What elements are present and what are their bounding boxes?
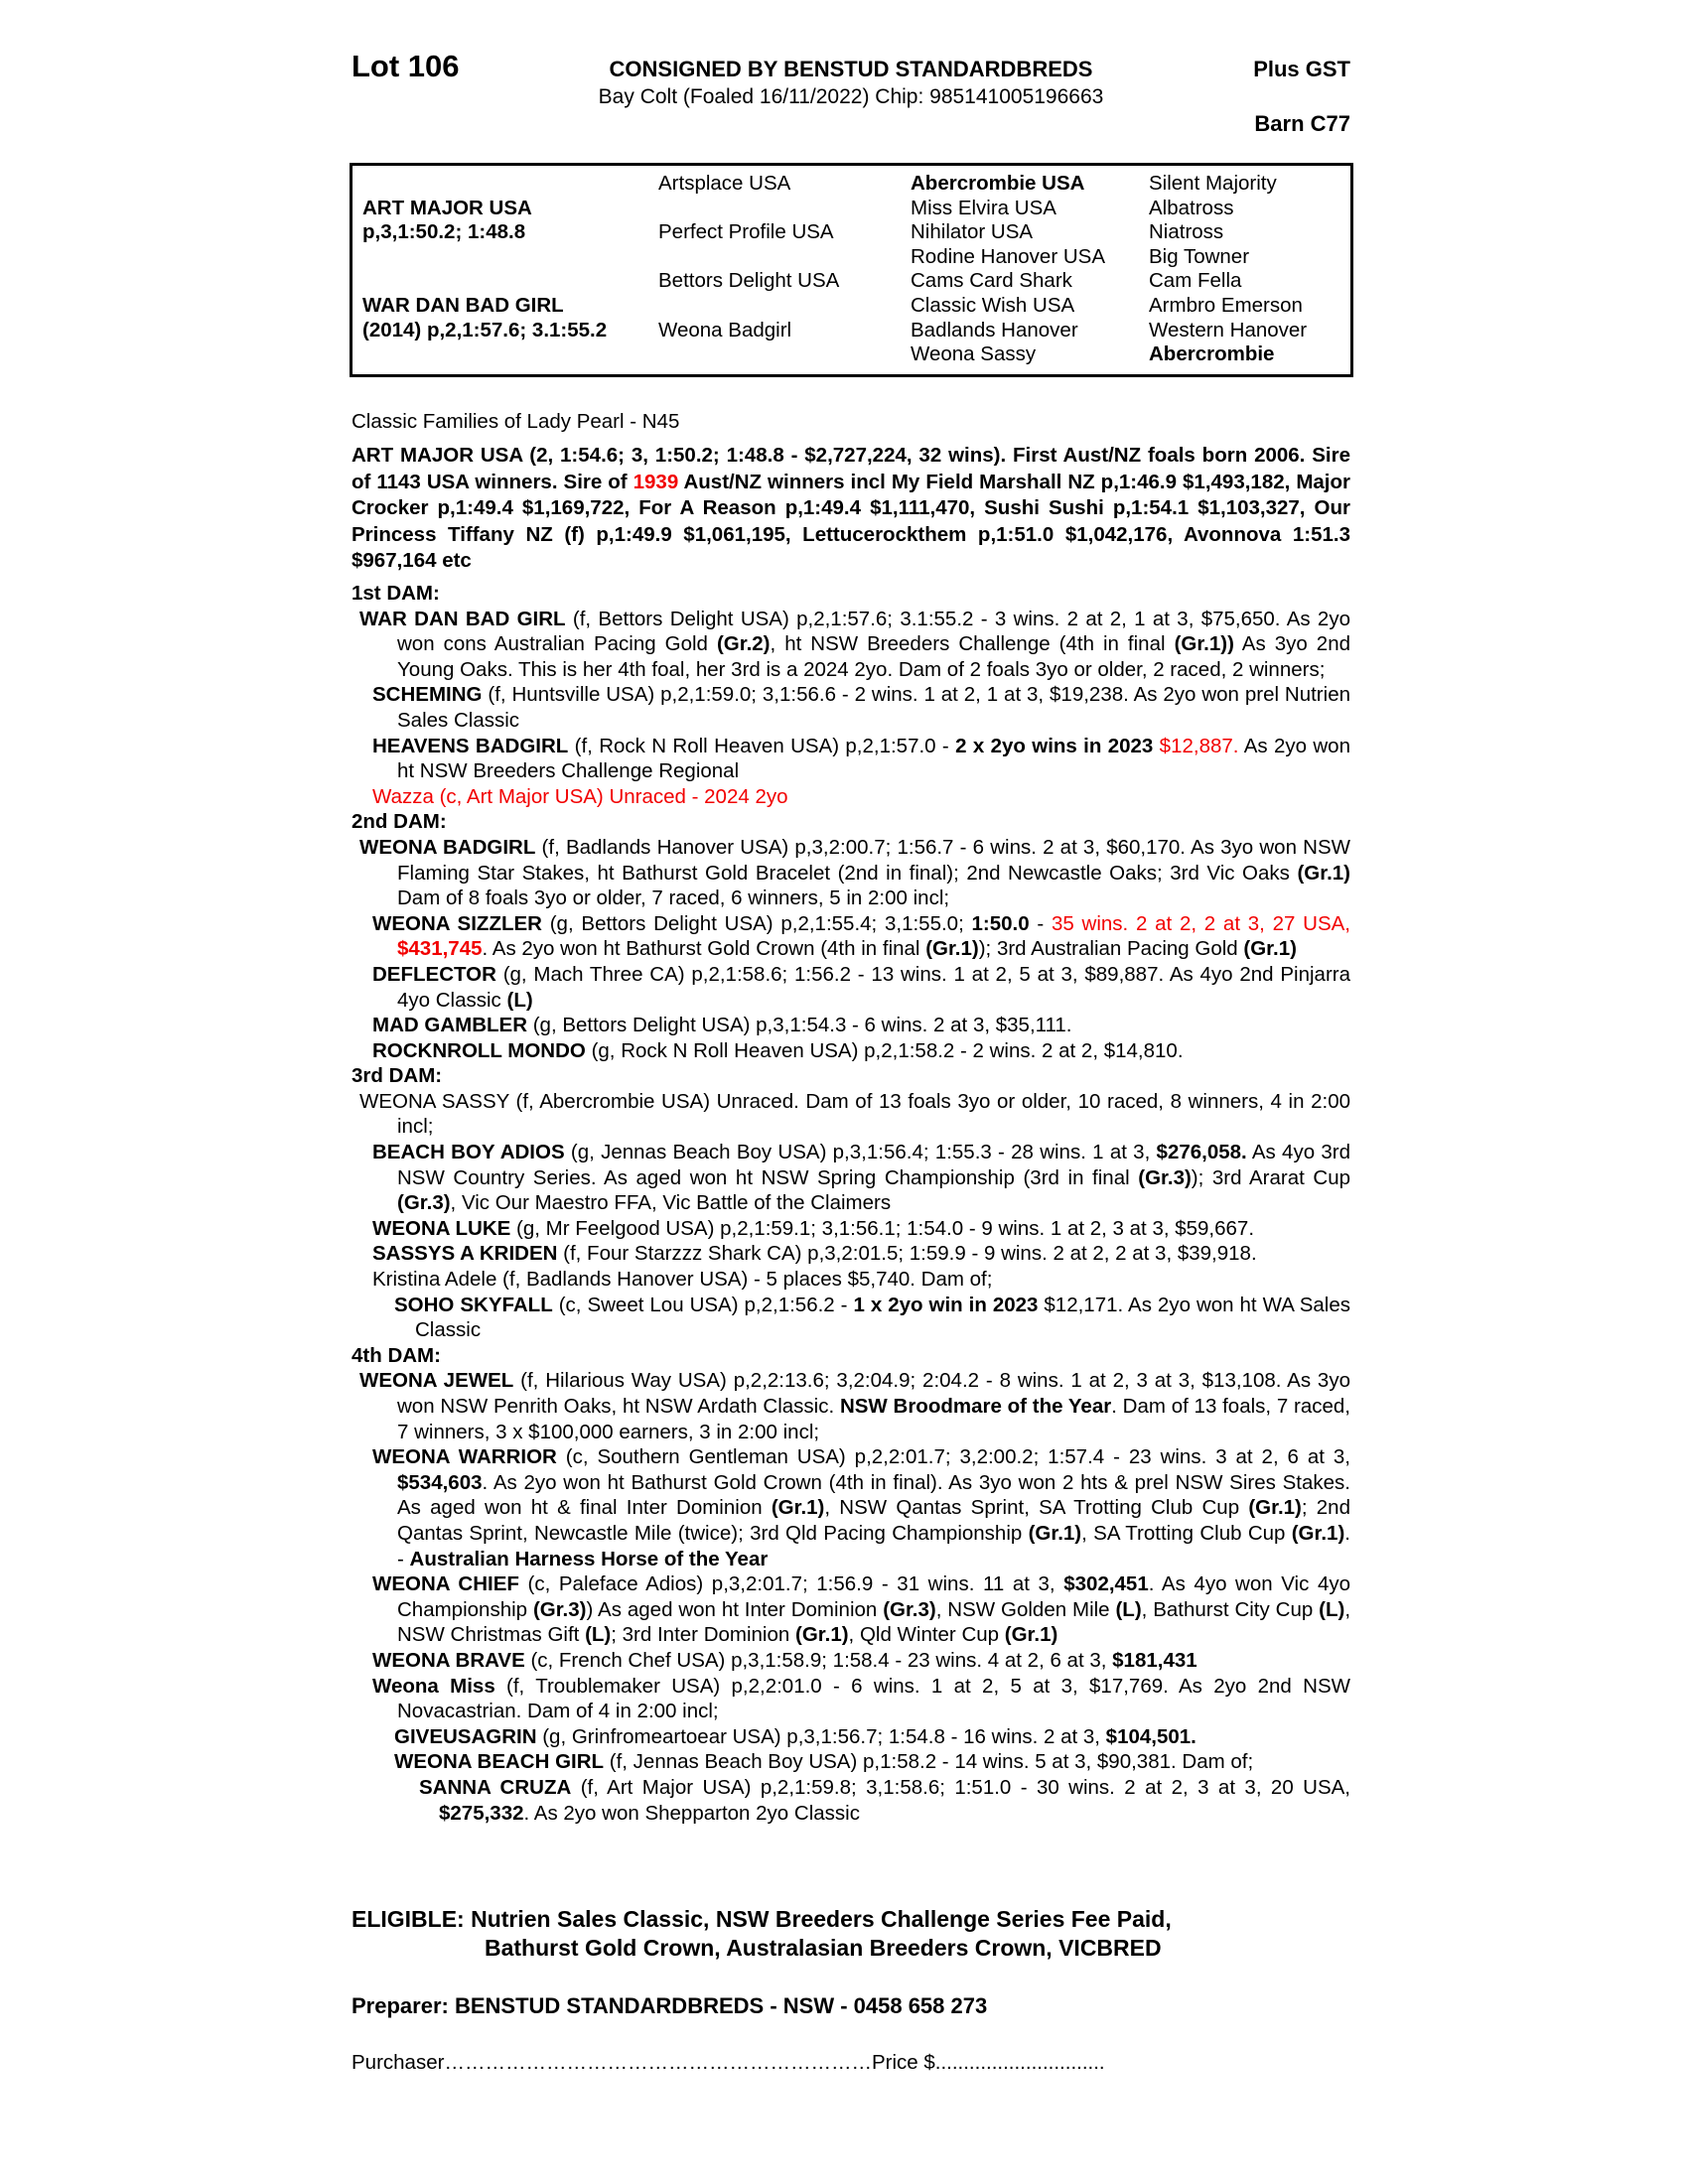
- text-segment: , SA Trotting Club Cup: [1081, 1521, 1292, 1545]
- text-segment: BEACH BOY ADIOS: [372, 1141, 565, 1164]
- pedigree-entry: [352, 1444, 1350, 1571]
- dam-heading: 1st DAM:: [352, 582, 440, 605]
- text-segment: ); 3rd Australian Pacing Gold: [978, 937, 1244, 961]
- pedigree-cell: Rodine Hanover USA: [911, 244, 1105, 268]
- pedigree-entry: [352, 911, 1350, 962]
- pedigree-entry: [352, 784, 1350, 810]
- text-segment: (L): [1115, 1597, 1142, 1621]
- text-segment: , NSW Qantas Sprint, SA Trotting Club Cup: [824, 1496, 1249, 1520]
- text-segment: WEONA JEWEL: [359, 1369, 514, 1393]
- text-segment: WEONA LUKE: [372, 1216, 511, 1240]
- foaling-info: Bay Colt (Foaled 16/11/2022) Chip: 985141005196663: [598, 85, 1104, 108]
- consignor-title: CONSIGNED BY BENSTUD STANDARDBREDS: [609, 57, 1093, 81]
- text-segment: (g, Grinfromeartoear USA) p,3,1:56.7; 1:54.8 - 16 wins. 2 at 3,: [536, 1724, 1106, 1748]
- pedigree-cell: ART MAJOR USA: [362, 196, 532, 219]
- pedigree-cell: Cams Card Shark: [911, 269, 1072, 293]
- pedigree-cell: Silent Majority: [1149, 172, 1277, 195]
- text-segment: WEONA BRAVE: [372, 1648, 525, 1672]
- pedigree-cell: Perfect Profile USA: [658, 220, 834, 244]
- text-segment: 1:50.0: [971, 911, 1030, 935]
- pedigree-entry: [352, 734, 1350, 784]
- text-segment: (f, Art Major USA) p,2,1:59.8; 3,1:58.6; 1:51.0 - 30 wins. 2 at 2, 3 at 3, 20 USA,: [571, 1775, 1350, 1799]
- pedigree-cell: Badlands Hanover: [911, 318, 1078, 341]
- text-segment: (c, Paleface Adios) p,3,2:01.7; 1:56.9 - 31 wins. 11 at 3,: [518, 1572, 1064, 1596]
- text-segment: SOHO SKYFALL: [394, 1293, 553, 1316]
- text-segment: As 2yo won ht NSW Breeders Challenge Regional: [397, 734, 1350, 783]
- text-segment: 1 x 2yo win in 2023: [853, 1293, 1039, 1316]
- text-segment: WEONA SASSY (f, Abercrombie USA) Unraced. Dam of 13 foals 3yo or older, 10 raced, 8 winners, 4 in 2:00 incl;: [359, 1089, 1350, 1139]
- text-segment: NSW Broodmare of the Year: [839, 1395, 1112, 1418]
- text-segment: (g, Mach Three CA) p,2,1:58.6; 1:56.2 - 13 wins. 1 at 2, 5 at 3, $89,887. As 4yo 2nd Pinjarra 4yo Classic: [397, 962, 1350, 1012]
- barn-number: Barn C77: [1254, 111, 1350, 136]
- text-segment: $104,501.: [1105, 1724, 1196, 1748]
- pedigree-entry: [352, 607, 1350, 683]
- text-segment: (Gr.2): [716, 632, 771, 656]
- text-segment: (g, Mr Feelgood USA) p,2,1:59.1; 3,1:56.1; 1:54.0 - 9 wins. 1 at 2, 3 at 3, $59,667.: [510, 1216, 1255, 1240]
- text-segment: (Gr.3): [532, 1597, 587, 1621]
- pedigree-entry: [352, 962, 1350, 1013]
- text-segment: (Gr.1): [795, 1623, 849, 1647]
- text-segment: (Gr.3): [397, 1191, 451, 1215]
- pedigree-entry: [352, 1368, 1350, 1444]
- pedigree-table: [350, 163, 1353, 377]
- text-segment: , Qld Winter Cup: [848, 1623, 1005, 1647]
- text-segment: ; 2nd Qantas Sprint, Newcastle Mile (twice); 3rd Qld Pacing Championship: [397, 1496, 1350, 1545]
- text-segment: $181,431: [1112, 1648, 1197, 1672]
- text-segment: ROCKNROLL MONDO: [372, 1038, 586, 1062]
- text-segment: (f, Badlands Hanover USA) p,3,2:00.7; 1:56.7 - 6 wins. 2 at 3, $60,170. As 3yo won NSW Flaming Star Stakes, ht Bathurst Gold Bracelet (2nd in final); 2nd Newcastle Oaks; 3rd Vic Oaks: [397, 835, 1350, 885]
- text-segment: Weona Miss: [372, 1674, 495, 1698]
- pedigree-cell: WAR DAN BAD GIRL: [362, 294, 564, 317]
- text-segment: (Gr.1): [771, 1496, 825, 1520]
- text-segment: (c, Sweet Lou USA) p,2,1:56.2 -: [552, 1293, 854, 1316]
- family-classification: Classic Families of Lady Pearl - N45: [352, 410, 680, 433]
- pedigree-entry: [352, 1038, 1350, 1064]
- text-segment: (Gr.3): [1138, 1165, 1192, 1189]
- pedigree-cell: (2014) p,2,1:57.6; 3.1:55.2: [362, 318, 608, 341]
- text-segment: (f, Jennas Beach Boy USA) p,1:58.2 - 14 wins. 5 at 3, $90,381. Dam of;: [604, 1750, 1254, 1774]
- text-segment: WAR DAN BAD GIRL: [359, 607, 566, 630]
- pedigree-cell: Bettors Delight USA: [658, 269, 840, 293]
- dam-sections: [352, 581, 1350, 1826]
- pedigree-entry: [352, 1648, 1350, 1674]
- text-segment: (g, Jennas Beach Boy USA) p,3,1:56.4; 1:55.3 - 28 wins. 1 at 3,: [564, 1141, 1157, 1164]
- text-segment: . As 2yo won ht Bathurst Gold Crown (4th in final: [482, 937, 926, 961]
- pedigree-cell: Cam Fella: [1149, 269, 1242, 293]
- text-segment: As 3yo 2nd Young Oaks. This is her 4th foal, her 3rd is a 2024 2yo. Dam of 2 foals 3yo or older, 2 raced, 2 winners;: [397, 632, 1351, 681]
- pedigree-entry: [352, 682, 1350, 733]
- text-segment: $12,171. As 2yo won ht WA Sales Classic: [415, 1293, 1350, 1342]
- text-segment: WEONA SIZZLER: [372, 911, 542, 935]
- text-segment: (Gr.1): [1028, 1521, 1082, 1545]
- dam-heading: 4th DAM:: [352, 1343, 441, 1367]
- pedigree-entry: [352, 1216, 1350, 1242]
- text-segment: (g, Rock N Roll Heaven USA) p,2,1:58.2 - 2 wins. 2 at 2, $14,810.: [585, 1038, 1184, 1062]
- text-segment: Kristina Adele (f, Badlands Hanover USA) - 5 places $5,740. Dam of;: [372, 1268, 993, 1292]
- text-segment: SCHEMING: [372, 683, 483, 707]
- pedigree-entry: [352, 1749, 1350, 1775]
- text-segment: $275,332: [439, 1801, 524, 1825]
- text-segment: . Dam of 13 foals, 7 raced, 7 winners, 3 x $100,000 earners, 3 in 2:00 incl;: [397, 1395, 1350, 1443]
- text-segment: , Vic Our Maestro FFA, Vic Battle of the Claimers: [450, 1191, 892, 1215]
- pedigree-entry: [352, 1140, 1350, 1216]
- text-segment: $12,887.: [1159, 734, 1239, 757]
- text-segment: , NSW Golden Mile: [935, 1597, 1116, 1621]
- text-segment: (g, Bettors Delight USA) p,2,1:55.4; 3,1:55.0;: [541, 911, 972, 935]
- text-segment: ART MAJOR USA (2, 1:54.6; 3, 1:50.2; 1:48.8 - $2,727,224, 32 wins). First Aust/NZ foals born 2006. Sire of 1143 USA winners. Sire of: [352, 444, 1350, 493]
- eligible-line-1: ELIGIBLE: Nutrien Sales Classic, NSW Breeders Challenge Series Fee Paid,: [352, 1906, 1172, 1932]
- text-segment: (c, Southern Gentleman USA) p,2,2:01.7; 3,2:00.2; 1:57.4 - 23 wins. 3 at 2, 6 at 3,: [556, 1445, 1350, 1469]
- pedigree-cell: Classic Wish USA: [911, 294, 1075, 317]
- text-segment: (Gr.1): [1297, 861, 1350, 885]
- pedigree-entry: [352, 835, 1350, 911]
- sire-summary: [352, 443, 1350, 575]
- text-segment: (Gr.1): [1291, 1521, 1345, 1545]
- text-segment: Aust/NZ winners incl My Field Marshall NZ p,1:46.9 $1,493,182, Major Crocker p,1:49.4 $1,169,722, For A Reason p,1:49.4 $1,111,470, Sushi Sushi p,1:54.1 $1,103,327, Our Princess Tiffany NZ (f) p,1:49.9 $1,061,195, Lettucerockthem p,1:51.0 $1,042,176, Avonnova 1:51.3 $967,164 etc: [352, 470, 1350, 573]
- text-segment: (c, French Chef USA) p,3,1:58.9; 1:58.4 - 23 wins. 4 at 2, 6 at 3,: [524, 1648, 1113, 1672]
- text-segment: $534,603: [397, 1470, 483, 1494]
- text-segment: (f, Four Starzzz Shark CA) p,3,2:01.5; 1:59.9 - 9 wins. 2 at 2, 2 at 3, $39,918.: [557, 1242, 1257, 1266]
- pedigree-cell: Artsplace USA: [658, 172, 791, 195]
- text-segment: HEAVENS BADGIRL: [372, 734, 569, 757]
- text-segment: . As 2yo won Shepparton 2yo Classic: [523, 1801, 860, 1825]
- pedigree-cell: p,3,1:50.2; 1:48.8: [362, 220, 526, 244]
- pedigree-cell: Weona Badgirl: [658, 318, 792, 341]
- pedigree-entry: [352, 1571, 1350, 1648]
- text-segment: ) As aged won ht Inter Dominion: [586, 1597, 884, 1621]
- text-segment: (L): [1319, 1597, 1345, 1621]
- text-segment: Wazza (c, Art Major USA) Unraced - 2024 2yo: [372, 784, 788, 808]
- text-segment: 2 x 2yo wins in 2023: [955, 734, 1154, 757]
- pedigree-entry: [352, 1089, 1350, 1140]
- text-segment: (f, Bettors Delight USA) p,2,1:57.6; 3.1:55.2 - 3 wins. 2 at 2, 1 at 3, $75,650. As 2yo won cons Australian Pacing Gold: [397, 607, 1350, 656]
- text-segment: (L): [506, 988, 533, 1012]
- text-segment: SASSYS A KRIDEN: [372, 1242, 558, 1266]
- purchaser-line: [352, 2050, 1350, 2075]
- text-segment: -: [1029, 911, 1052, 935]
- text-segment: ); 3rd Ararat Cup: [1191, 1165, 1350, 1189]
- pedigree-entry: [352, 1267, 1350, 1293]
- text-segment: WEONA WARRIOR: [372, 1445, 557, 1469]
- text-segment: (f, Troublemaker USA) p,2,2:01.0 - 6 wins. 1 at 2, 5 at 3, $17,769. As 2yo 2nd NSW Novacastrian. Dam of 4 in 2:00 incl;: [397, 1674, 1350, 1723]
- lot-number: Lot 106: [352, 49, 460, 83]
- text-segment: $276,058.: [1156, 1141, 1247, 1164]
- dam-heading: 3rd DAM:: [352, 1064, 443, 1088]
- text-segment: Australian Harness Horse of the Year: [409, 1547, 769, 1570]
- pedigree-cell: Armbro Emerson: [1149, 294, 1303, 317]
- pedigree-entry: [352, 1293, 1350, 1343]
- text-segment: (Gr.1): [1243, 937, 1297, 961]
- text-segment: Dam of 8 foals 3yo or older, 7 raced, 6 winners, 5 in 2:00 incl;: [397, 887, 950, 910]
- text-segment: (Gr.1): [1004, 1623, 1058, 1647]
- text-segment: (Gr.1): [1248, 1496, 1302, 1520]
- pedigree-cell: Big Towner: [1149, 244, 1250, 268]
- pedigree-cell: Nihilator USA: [911, 220, 1034, 244]
- pedigree-entry: [352, 1775, 1350, 1826]
- text-segment: WEONA BEACH GIRL: [394, 1750, 605, 1774]
- pedigree-entry: [352, 1724, 1350, 1750]
- text-segment: (f, Huntsville USA) p,2,1:59.0; 3,1:56.6 - 2 wins. 1 at 2, 1 at 3, $19,238. As 2yo won prel Nutrien Sales Classic: [397, 683, 1350, 732]
- text-segment: , NSW Christmas Gift: [397, 1597, 1351, 1647]
- pedigree-cell: Niatross: [1149, 220, 1224, 244]
- pedigree-cell: Miss Elvira USA: [911, 196, 1056, 219]
- text-segment: GIVEUSAGRIN: [394, 1724, 537, 1748]
- text-segment: (f, Rock N Roll Heaven USA) p,2,1:57.0 -: [568, 734, 956, 757]
- preparer-line: Preparer: BENSTUD STANDARDBREDS - NSW - 0458 658 273: [352, 1993, 988, 2018]
- text-segment: SANNA CRUZA: [419, 1775, 572, 1799]
- price-leader: ..............................: [934, 2051, 1105, 2074]
- text-segment: . As 4yo won Vic 4yo Championship: [397, 1572, 1351, 1621]
- text-segment: MAD GAMBLER: [372, 1014, 528, 1037]
- page-header: [352, 50, 1350, 89]
- text-segment: 1939: [633, 470, 679, 493]
- text-segment: . As 2yo won ht Bathurst Gold Crown (4th in final). As 3yo won 2 hts & prel NSW Sires Stakes. As aged won ht & final Inter Dominion: [397, 1470, 1350, 1520]
- text-segment: , Bathurst City Cup: [1141, 1597, 1320, 1621]
- pedigree-cell: Abercrombie USA: [911, 172, 1085, 195]
- text-segment: DEFLECTOR: [372, 962, 496, 986]
- price-label: Price $: [871, 2051, 935, 2074]
- text-segment: (Gr.1): [925, 937, 979, 961]
- gst-note: Plus GST: [1253, 57, 1350, 81]
- text-segment: As 4yo 3rd NSW Country Series. As aged won ht NSW Spring Championship (3rd in final: [397, 1141, 1351, 1189]
- eligible-line-2: Bathurst Gold Crown, Australasian Breeders Crown, VICBRED: [485, 1934, 1162, 1961]
- text-segment: 35 wins. 2 at 2, 2 at 3, 27 USA,: [1051, 911, 1350, 935]
- eligibility-note: [352, 1905, 1350, 1962]
- dam-heading: 2nd DAM:: [352, 810, 447, 834]
- pedigree-cell: Abercrombie: [1149, 342, 1275, 366]
- text-segment: (f, Hilarious Way USA) p,2,2:13.6; 3,2:04.9; 2:04.2 - 8 wins. 1 at 2, 3 at 3, $13,108. As 3yo won NSW Penrith Oaks, ht NSW Ardath Classic.: [397, 1369, 1350, 1418]
- text-segment: (Gr.3): [883, 1597, 936, 1621]
- text-segment: (Gr.1)): [1174, 632, 1234, 656]
- pedigree-cell: Western Hanover: [1149, 318, 1308, 341]
- pedigree-entry: [352, 1241, 1350, 1267]
- text-segment: (L): [585, 1623, 612, 1647]
- text-segment: ; 3rd Inter Dominion: [611, 1623, 795, 1647]
- text-segment: $431,745: [397, 937, 483, 961]
- purchaser-label: Purchaser: [352, 2051, 445, 2074]
- text-segment: (g, Bettors Delight USA) p,3,1:54.3 - 6 wins. 2 at 3, $35,111.: [527, 1014, 1072, 1037]
- pedigree-entry: [352, 1013, 1350, 1038]
- pedigree-cell: Weona Sassy: [911, 342, 1037, 366]
- pedigree-entry: [352, 1674, 1350, 1724]
- text-segment: , ht NSW Breeders Challenge (4th in final: [770, 632, 1175, 656]
- text-segment: . -: [397, 1521, 1350, 1570]
- text-segment: WEONA BADGIRL: [359, 835, 536, 859]
- purchaser-leader: ………………………………………………………: [444, 2051, 872, 2074]
- pedigree-cell: Albatross: [1149, 196, 1234, 219]
- text-segment: $302,451: [1063, 1572, 1149, 1596]
- text-segment: WEONA CHIEF: [372, 1572, 519, 1596]
